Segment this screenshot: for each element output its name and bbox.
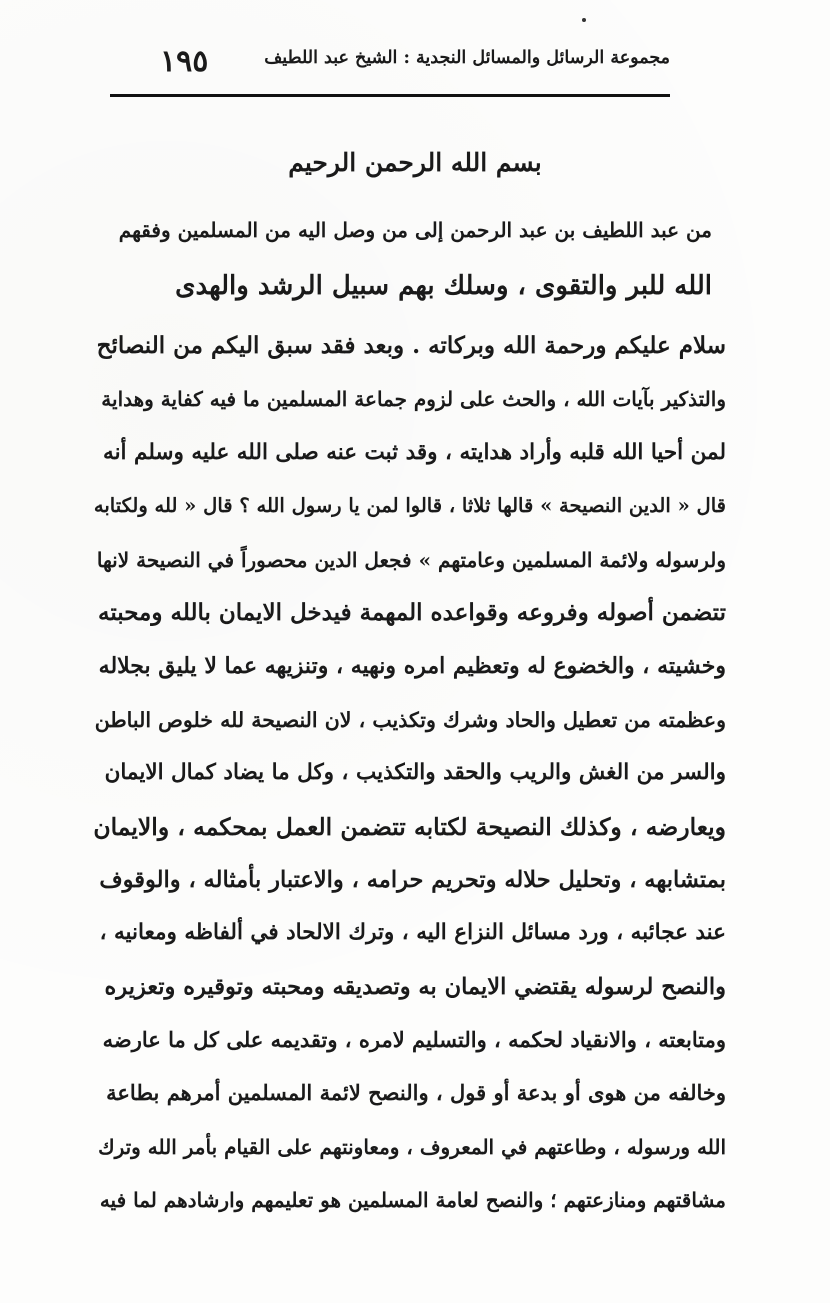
- running-title: مجموعة الرسائل والمسائل النجدية : الشيخ عبد اللطيف: [264, 48, 670, 68]
- text-line: والسر من الغش والريب والحقد والتكذيب ، وكل ما يضاد كمال الايمان: [104, 760, 726, 786]
- text-line: وخشيته ، والخضوع له وتعظيم امره ونهيه ، وتنزيهه عما لا يليق بجلاله: [98, 653, 726, 680]
- text-line: وعظمته من تعطيل والحاد وشرك وتكذيب ، لان النصيحة لله خلوص الباطن: [94, 707, 726, 732]
- letter-salutation: [112, 208, 712, 320]
- text-line: مشاقتهم ومنازعتهم ؛ والنصح لعامة المسلمين هو تعليمهم وارشادهم لما فيه: [99, 1188, 726, 1213]
- body-paragraph: [92, 324, 726, 1232]
- text-line: تتضمن أصوله وفروعه وقواعده المهمة فيدخل الايمان بالله ومحبته: [98, 598, 726, 626]
- print-speck: [582, 18, 586, 22]
- text-line: ومتابعته ، والانقياد لحكمه ، والتسليم لامره ، وتقديمه على كل ما عارضه: [102, 1027, 726, 1053]
- text-line: ويعارضه ، وكذلك النصيحة لكتابه تتضمن العمل بمحكمه ، والايمان: [93, 812, 726, 841]
- text-line: الله ورسوله ، وطاعتهم في المعروف ، ومعاونتهم على القيام بأمر الله وترك: [98, 1134, 726, 1159]
- page-number: ١٩٥: [160, 44, 209, 79]
- salutation-line: من عبد اللطيف بن عبد الرحمن إلى من وصل اليه من المسلمين وفقهم: [118, 218, 712, 242]
- text-line: والنصح لرسوله يقتضي الايمان به وتصديقه ومحبته وتوقيره وتعزيره: [104, 973, 726, 1000]
- text-line: قال « الدين النصيحة » قالها ثلاثا ، قالوا لمن يا رسول الله ؟ قال « لله ولكتابه: [93, 494, 726, 518]
- text-line: والتذكير بآيات الله ، والحث على لزوم جماعة المسلمين ما فيه كفاية وهداية: [101, 387, 726, 412]
- page-header: [108, 40, 670, 88]
- text-line: عند عجائبه ، ورد مسائل النزاع اليه ، وترك الالحاد في ألفاظه ومعانيه ،: [99, 920, 726, 946]
- text-line: لمن أحيا الله قلبه وأراد هدايته ، وقد ثبت عنه صلى الله عليه وسلم أنه: [103, 439, 726, 465]
- header-rule: [110, 94, 670, 97]
- text-line: وخالفه من هوى أو بدعة أو قول ، والنصح لائمة المسلمين أمرهم بطاعة: [106, 1080, 726, 1106]
- salutation-line: الله للبر والتقوى ، وسلك بهم سبيل الرشد والهدى: [175, 271, 712, 301]
- text-line: سلام عليكم ورحمة الله وبركاته . وبعد فقد سبق اليكم من النصائح: [96, 332, 726, 359]
- text-line: بمتشابهه ، وتحليل حلاله وتحريم حرامه ، والاعتبار بأمثاله ، والوقوف: [99, 866, 726, 893]
- text-line: ولرسوله ولائمة المسلمين وعامتهم » فجعل الدين محصوراً في النصيحة لانها: [96, 547, 726, 572]
- basmala-heading: بسم الله الرحمن الرحيم: [288, 148, 542, 177]
